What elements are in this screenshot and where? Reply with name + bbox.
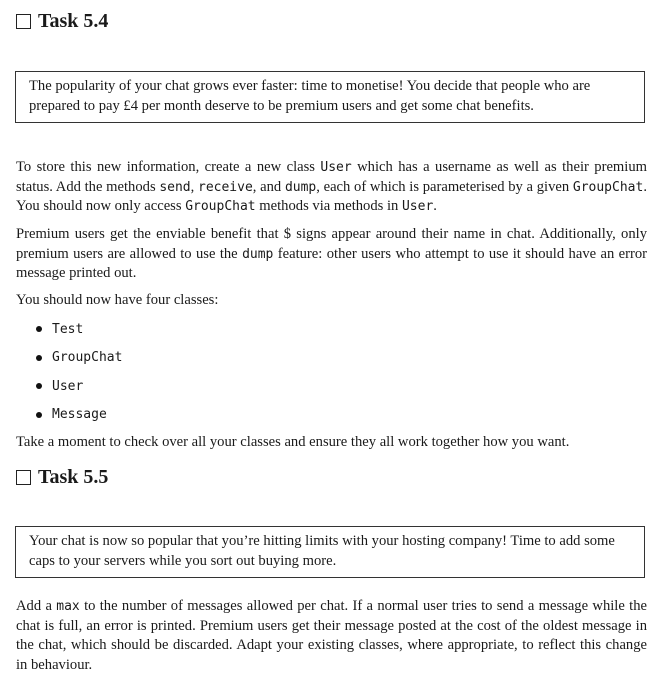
list-item: GroupChat <box>36 344 122 373</box>
task-5-4-checkbox[interactable] <box>16 14 31 29</box>
task-5-4-paragraph-3: You should now have four classes: <box>16 292 219 308</box>
task-5-5-checkbox[interactable] <box>16 470 31 485</box>
task-5-4-paragraph-4: Take a moment to check over all your classes and ensure they all work together how you want. <box>16 434 570 450</box>
task-5-5-paragraph-1: Add a max to the number of messages allowed per chat. If a normal user tries to send a message while the chat is full, an error is printed. Premium users get their message posted at the cost of the oldest message in the chat, which should be discarded. Adapt your existing classes, where appropriate, to reflect this change in behaviour. <box>16 598 647 673</box>
task-5-5-framed-intro: Your chat is now so popular that you’re hitting limits with your hosting company! Time to add some caps to your servers while you sort out buying more. <box>15 526 645 578</box>
task-5-5-title: Task 5.5 <box>38 466 109 488</box>
task-5-4-framed-intro: The popularity of your chat grows ever faster: time to monetise! You decide that people who are prepared to pay £4 per month deserve to be premium users and get some chat benefits. <box>15 71 645 123</box>
list-item: Message <box>36 401 122 430</box>
list-item: Test <box>36 315 122 344</box>
bullet-icon <box>36 326 42 332</box>
task-5-4-paragraph-1: To store this new information, create a new class User which has a username as well as their premium status. Add the methods send, receive, and dump, each of which is parameterised by a given GroupChat. You should now only access GroupChat methods via methods in User. <box>16 159 647 214</box>
task-5-4-paragraph-2: Premium users get the enviable benefit that $ signs appear around their name in chat. Additionally, only premium users are allowed to use the dump feature: other users who attempt to use it should have an error message printed out. <box>16 226 647 281</box>
task-5-4-heading <box>16 10 108 33</box>
bullet-icon <box>36 383 42 389</box>
class-list <box>36 315 122 429</box>
bullet-icon <box>36 412 42 418</box>
list-item: User <box>36 372 122 401</box>
task-5-4-title: Task 5.4 <box>38 10 109 32</box>
bullet-icon <box>36 355 42 361</box>
task-5-5-heading <box>16 466 108 489</box>
